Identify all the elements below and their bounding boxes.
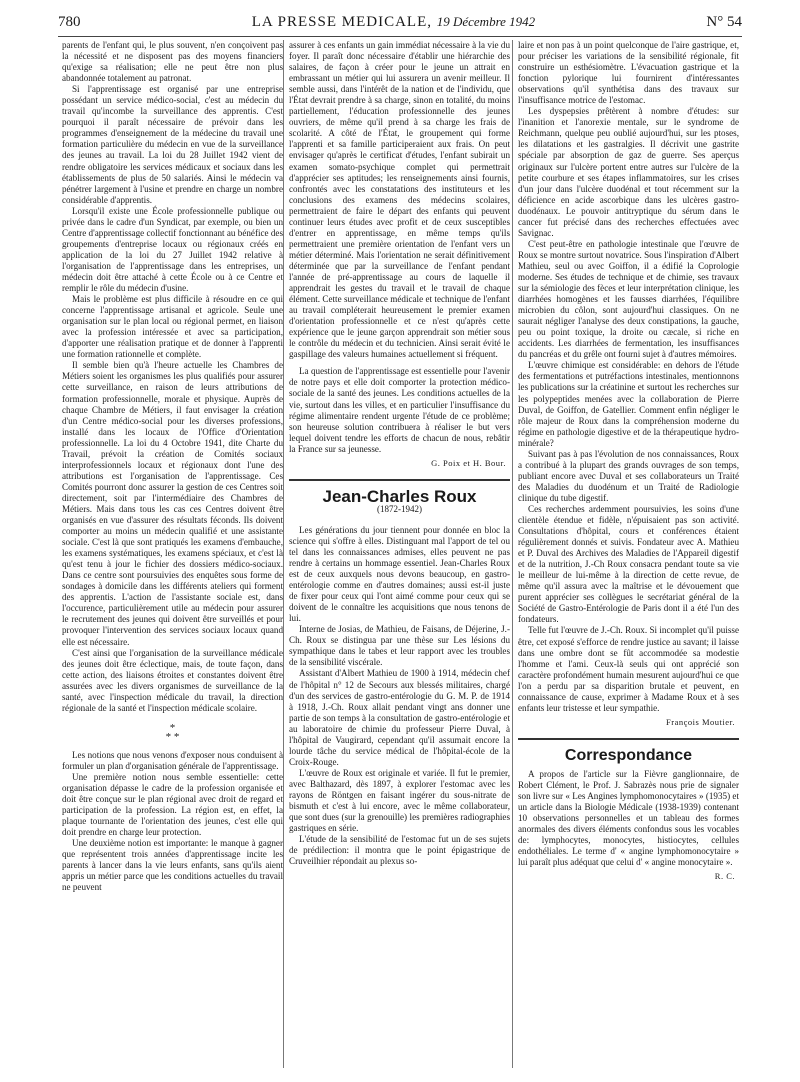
issue-date: 19 Décembre 1942 [436, 14, 536, 29]
paragraph: parents de l'enfant qui, le plus souvent, n'en conçoivent pas la nécessité et ne disposent pas des moyens financiers qu'exige sa réalisation; elle ne peut être non plus abandonnée totalement au patronat. [62, 40, 283, 84]
section-asterisks: * * * [165, 721, 180, 743]
paragraph: Les générations du jour tiennent pour donnée en bloc la science qui s'offre à elles. Distinguant mal l'apport de tel ou tel dans les connaissances admises, elles peuvent ne pas rendre à certains un hommage essentiel. Jean-Charles Roux est de ceux auxquels nous devons beaucoup, en gastro-entérologie comme en d'autres domaines; aussi est-il juste de fixer pour ceux qui l'ont aimé comme pour ceux qui se doivent de le connaître les acquisitions que nous tenons de lui. [289, 524, 510, 624]
paragraph: La question de l'apprentissage est essentielle pour l'avenir de notre pays et elle doit comporter la protection médico-sociale de la santé des jeunes. Les conditions actuelles de la vie, surtout dans les villes, et en particulier l'insuffisance du régime alimentaire rendent urgente l'étude de ce problème; son heureuse solution contribuera à réaliser le but vers lequel doivent tendre les efforts de chacun de nous, rebâtir la France sur sa jeunesse. [289, 366, 510, 454]
paragraph: Lorsqu'il existe une École professionnelle publique ou privée dans le cadre d'un Syndicat, par exemple, ou bien un Centre d'apprentissage collectif fonctionnant au bénéfice des groupements d'entreprise locaux ou régionaux créés en application de la loi du 27 Juillet 1942 relative à l'organisation de l'apprentissage dans les entreprises, un médecin doit être attaché à cette École ou à ce Centre et remplir le rôle du médecin d'usine. [62, 205, 283, 294]
column-2 [289, 40, 510, 867]
page-number: 780 [58, 14, 81, 30]
correspondance-title: Correspondance [564, 746, 693, 764]
paragraph: Les notions que nous venons d'exposer nous conduisent à formuler un plan d'organisation générale de l'apprentissage. [62, 749, 283, 771]
paragraph: Telle fut l'œuvre de J.-Ch. Roux. Si incomplet qu'il puisse être, cet exposé s'efforce de rendre justice au savant; il laisse dans une ombre dont se fût accommodée sa modestie l'homme et l'ami. Ceux-là seuls qui ont apprécié son caractère profondément humain mesurent aujourd'hui ce que l'on a perdu par sa disparition brutale et peuvent, en connaissance de cause, exprimer à Madame Roux et à ses enfants leur tristesse et leur sympathie. [518, 625, 739, 713]
article-title: Jean-Charles Roux [322, 486, 477, 506]
paragraph: Ces recherches ardemment poursuivies, les soins d'une clientèle étendue et fidèle, n'épuisaient pas son activité. Consultations d'hôpital, cours et conférences étaient régulièrement donnés et suivis. Fondateur avec A. Mathieu et P. Duval des Archives des Maladies de l'Appareil digestif et de la nutrition, J.-Ch Roux consacra pendant toute sa vie le meilleur de lui-même à la direction de cette revue, de même qu'il assura avec la maîtrise et le dévouement que purent apprécier ses collègues le secrétariat général de la Société de Gastro-Entérologie de Paris dont il a été l'un des fondateurs. [518, 503, 739, 625]
issue-number: N° 54 [706, 14, 742, 30]
page-header [58, 14, 742, 36]
paragraph: A propos de l'article sur la Fièvre ganglionnaire, de Robert Clément, le Prof. J. Sabrazès nous prie de signaler son livre sur « Les Angines lymphomonocytaires » (1935) et un article dans la Biologie Médicale (1938-1939) contenant 10 observations personnelles et un tableau des formes anormales des divers éléments confondus sous les vocables de: lymphocytes, monocytes, histiocytes, cellules endothéliales. Le terme d' « angine lymphomonocytaire » lui paraît plus adéquat que celui d' « angine monocytaire ». [518, 768, 739, 868]
paragraph: L'œuvre chimique est considérable: en dehors de l'étude des fermentations et putréfactions intestinales, mentionnons les publications sur la créatinine et surtout les recherches sur les polypeptides menées avec la collaboration de Pierre Duval, de Goiffon, de Gatellier. Comment enfin négliger le rôle majeur de Roux dans la compréhension moderne du régime en pathologie digestive et de la thérapeutique hydro-minérale? [518, 360, 739, 448]
paragraph: Une première notion nous semble essentielle: cette organisation dépasse le cadre de la profession organisée et doit être conçue sur le plan régional avec droit de regard et participation de la profession. La région est, en effet, la plaque tournante de l'orientation des jeunes, c'est elle qui doit prendre en charge leur protection. [62, 771, 283, 838]
paragraph: Si l'apprentissage est organisé par une entreprise possédant un service médico-social, c'est au médecin du travail qu'incombe la surveillance des apprentis. C'est pourquoi il paraît nécessaire de prévoir dans les programmes d'enseignement de la médecine du travail une formation particulière du médecin en vue de la surveillance des jeunes au travail. La loi du 28 Juillet 1942 vient de rendre obligatoire les services médicaux et sociaux dans les établissements de plus de 50 salariés. Ainsi le médecin va pénétrer largement à l'usine et prendre en charge un nombre considérable d'apprentis. [62, 84, 283, 205]
column-1 [62, 40, 283, 893]
paragraph: Assistant d'Albert Mathieu de 1900 à 1914, médecin chef de l'hôpital n° 12 de Secours aux blessés militaires, chargé d'un des services de gastro-entérologie du G. M. P. de 1914 à 1918, J.-Ch. Roux allait pendant vingt ans donner une partie de son temps à la consultation de gastro-entérologie et au laboratoire de chimie du professeur Pierre Duval, à l'hôpital de Vaugirard, cependant qu'il assumait encore la lourde tâche du service médical de l'hôpital-école de la Croix-Rouge. [289, 668, 510, 767]
paragraph: C'est ainsi que l'organisation de la surveillance médicale des jeunes doit être éclectique, mais, de toute façon, dans cette action, des liaisons étroites et constantes doivent être assurées avec les divers organismes de surveillance de la santé, avec l'inspection médicale du travail, la direction régionale de la santé et l'inspection médicale scolaire. [62, 647, 283, 713]
column-separator [283, 40, 284, 1068]
paragraph: Il semble bien qu'à l'heure actuelle les Chambres de Métiers soient les organismes les plus qualifiés pour assurer cette surveillance, en raison de leurs attributions de formation professionnelle, morale et physique. Auprès de chaque Chambre de Métiers, il faut envisager la création d'un Centre médico-social pour les diverses professions, installé dans les locaux de l'Office d'Orientation professionnelle. La loi du 4 Octobre 1941, dite Charte du Travail, prévoit la création de Comités sociaux interprofessionnels locaux et régionaux dont l'une des attributions est l'organisation de l'apprentissage. Ces Comités pourront donc assurer la gestion de ces Centres soit directement, soit par l'intermédiaire des Chambres de Métiers. Mais dans tous les cas ces Centres doivent être organisés en vue d'assurer des résultats féconds. Ils doivent comporter au moins un médecin qualifié et une assistante sociale. C'est là que sont pratiqués les examens d'embauche, les examens systématiques, les examens spéciaux, et c'est là qu'est tenu à jour le fichier des dossiers médico-sociaux. Dans ce centre sont poursuivies des enquêtes sous forme de sondages à domicile dans les différents ateliers qui forment des apprentis. L'action de l'assistante sociale est, dans l'occurence, particulièrement utile au médecin pour assurer le recrutement des jeunes qui doivent être surveillés et pour provoquer l'intervention des services sociaux locaux quand elle est nécessaire. [62, 360, 283, 647]
column-separator [512, 40, 513, 1068]
paragraph: L'étude de la sensibilité de l'estomac fut un de ses sujets de prédilection: il montra que le point épigastrique de Cruveilhier répondait au plexus so- [289, 834, 510, 867]
paragraph: Une deuxième notion est importante: le manque à gagner que représentent trois années d'apprentissage incite les parents à lancer dans la vie leurs enfants, sans qu'ils aient appris un métier parce que les conditions actuelles du travail ne peuvent [62, 838, 283, 893]
paragraph: Suivant pas à pas l'évolution de nos connaissances, Roux a contribué à la plupart des grands ouvrages de son temps, publiant encore avec Duval et ses collaborateurs un Traité des Maladies du duodénum et un Traité de Radiologie clinique du tube digestif. [518, 448, 739, 503]
journal-title-line [252, 14, 535, 31]
correspondance-signature: R. C. [714, 871, 735, 882]
paragraph: Les dyspepsies prêtèrent à nombre d'études: sur l'inanition et l'anorexie mentale, sur le syndrome de Reichmann, quelque peu oublié aujourd'hui, sur les ptoses, les dilatations et les gastralgies. Il décrivit une gastrite spéciale par absorption de gaz de guerre. Ses aperçus originaux sur l'ulcère portent entre autres sur l'ulcère de la petite courbure et ses étapes inflammatoires, sur les crises d'un jour dans l'ulcère duodénal et tout récemment sur la déficience en acide ascorbique dans les ulcères gastro-duodénaux. Le pouvoir antitryptique du sérum dans le cancer fut précisé dans des recherches effectuées avec Savignac. [518, 106, 739, 238]
article-separator-rule [289, 479, 510, 481]
article-signature: G. Poix et H. Bour. [431, 457, 506, 468]
column-3 [518, 40, 739, 886]
paragraph: Mais le problème est plus difficile à résoudre en ce qui concerne l'apprentissage artisanal et agricole. Seule une organisation sur le plan local ou régional permet, en liaison avec la profession intéressée et avec sa participation, d'apporter une réalisation pratique et de donner à l'apprenti une formation rationnelle et complète. [62, 294, 283, 360]
paragraph: laire et non pas à un point quelconque de l'aire gastrique, et, pour préciser les variations de la sensibilité régionale, fit construire un esthésiomètre. L'évacuation gastrique et la fonction pylorique lui fournirent d'intéressantes observations qu'il synthétisa dans des travaux sur l'insuffisance motrice de l'estomac. [518, 40, 739, 106]
article-dates: (1872-1942) [377, 503, 422, 514]
paragraph: Interne de Josias, de Mathieu, de Faisans, de Déjerine, J.-Ch. Roux se distingua par une thèse sur Les lésions du sympathique dans le tabes et leur rapport avec les troubles de la sensibilité viscérale. [289, 624, 510, 668]
article-separator-rule [518, 738, 739, 740]
journal-name: LA PRESSE MEDICALE, [251, 14, 432, 30]
paragraph: assurer à ces enfants un gain immédiat nécessaire à la vie du foyer. Il paraît donc nécessaire d'établir une hiérarchie des salaires, de façon à créer pour le jeune un attrait en embrassant un métier qui lui assurera un avenir meilleur. Il semble aussi, dans l'intérêt de la nation et de l'individu, que l'État devrait prendre à sa charge, sinon en totalité, du moins partiellement, l'éducation professionnelle des jeunes ouvriers, de même qu'il prend à sa charge les frais de scolarité. A côté de l'État, le groupement qui forme l'apprenti et sa famille participeraient aux frais. On peut envisager qu'après le certificat d'études, l'enfant subirait un examen somato-psychique complet qui permettrait d'apprécier ses aptitudes; les renseignements ainsi fournis, confrontés avec les constatations des instituteurs et les conclusions des examens des médecins scolaires, permettraient de faire le départ des enfants qui peuvent continuer leurs études avec profit et de ceux susceptibles d'entrer en apprentissage, en même temps qu'ils permettraient une première orientation de l'enfant vers un métier déterminé. Mais l'orientation ne serait définitivement déterminée que par la surveillance de l'enfant pendant l'année de pré-apprentissage au cours de laquelle il apprendrait les gestes du travail et le travail de chaque élément. Cette surveillance médicale et technique de l'enfant au travail compléterait heureusement le premier examen d'orientation professionnelle et ce n'est qu'après cette expérience que le jeune garçon apprendrait son métier sous le contrôle du médecin et du technicien. Ainsi serait évité le gaspillage des valeurs humaines actuellement si fréquent. [289, 40, 510, 360]
paragraph: L'œuvre de Roux est originale et variée. Il fut le premier, avec Balthazard, dès 1897, à explorer l'estomac avec les rayons de Röntgen en faisant ingérer du sous-nitrate de bismuth et c'est à lui encore, avec le même collaborateur, que sont dues (sur la grenouille) les premières radiographies gastriques en série. [289, 767, 510, 834]
header-rule [58, 36, 742, 37]
paragraph: C'est peut-être en pathologie intestinale que l'œuvre de Roux se montre surtout novatrice. Sous l'inspiration d'Albert Mathieu, seul ou avec Goiffon, il a édifié la Coprologie moderne. Ses études de technique et de chimie, ses travaux sur la sémiologie des fèces et leur interprétation clinique, les diarrhées homogènes et les fausses diarrhées, l'équilibre microbien du côlon, sont aujourd'hui classiques. On ne saurait négliger l'analyse des deux constipations, la gauche, peu ou point toxique, la droite ou cæcale, si riche en accidents. Les diarrhées de fermentation, les insuffisances du pancréas et du grêle ont fourni sujet à d'autres mémoires. [518, 238, 739, 360]
article-signature: François Moutier. [666, 716, 735, 727]
